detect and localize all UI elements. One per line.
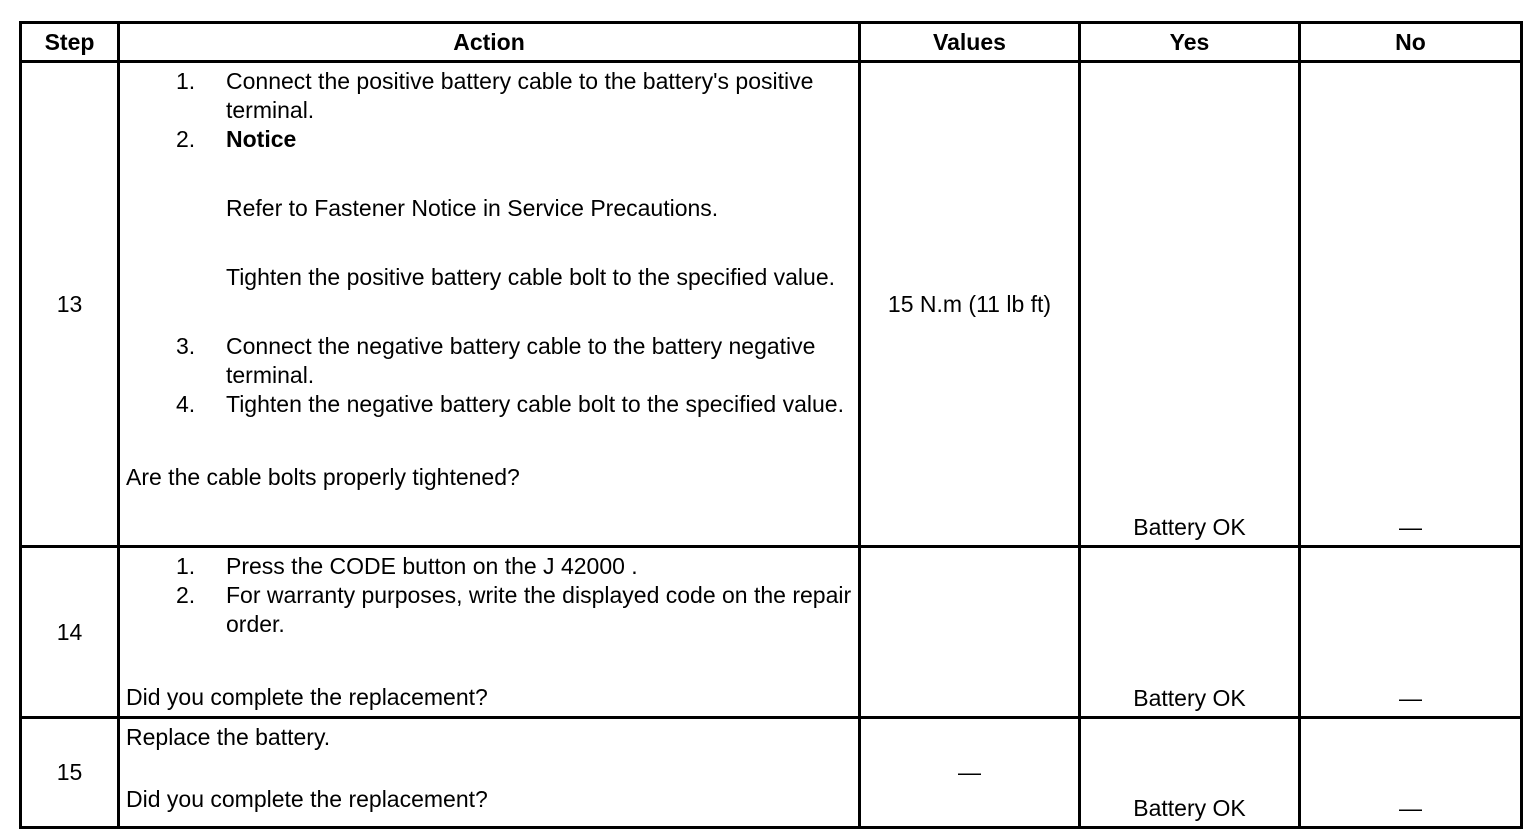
diagnostic-table — [19, 21, 1523, 829]
list-item — [126, 125, 852, 154]
action-cell — [119, 62, 860, 547]
step-number: 14 — [21, 547, 119, 718]
header-no: No — [1300, 23, 1522, 62]
list-item — [126, 552, 852, 581]
notice-heading: Notice — [226, 126, 297, 152]
list-item — [126, 332, 852, 390]
list-item-number: 1. — [176, 68, 196, 94]
no-cell: — — [1300, 62, 1522, 547]
table-row-step-15 — [21, 718, 1522, 828]
action-cell — [119, 547, 860, 718]
list-item-number: 4. — [176, 391, 196, 417]
action-list — [126, 332, 852, 419]
action-list — [126, 67, 852, 154]
values-cell — [860, 547, 1080, 718]
values-cell: 15 N.m (11 lb ft) — [860, 62, 1080, 547]
list-item-text: Connect the positive battery cable to the battery's positive terminal. — [226, 68, 814, 123]
action-text: Replace the battery. — [126, 724, 331, 750]
list-item — [126, 67, 852, 125]
yes-cell: Battery OK — [1080, 62, 1300, 547]
values-cell: — — [860, 718, 1080, 828]
spacer — [126, 752, 852, 781]
action-cell — [119, 718, 860, 828]
question-text: Did you complete the replacement? — [126, 684, 488, 710]
list-item-number: 1. — [176, 553, 196, 579]
list-item-number: 3. — [176, 333, 196, 359]
list-item — [126, 390, 852, 419]
list-item-number: 2. — [176, 582, 196, 608]
yes-cell: Battery OK — [1080, 547, 1300, 718]
no-cell: — — [1300, 718, 1522, 828]
notice-text: Refer to Fastener Notice in Service Precautions. — [226, 195, 719, 221]
list-item-text: Tighten the negative battery cable bolt to the specified value. — [226, 391, 844, 417]
header-values: Values — [860, 23, 1080, 62]
no-cell: — — [1300, 547, 1522, 718]
list-item — [126, 581, 852, 639]
question-text: Are the cable bolts properly tightened? — [126, 464, 520, 490]
list-item-text: Connect the negative battery cable to the battery negative terminal. — [226, 333, 816, 388]
spacer — [126, 154, 852, 194]
list-item-text: Press the CODE button on the J 42000 . — [226, 553, 638, 579]
spacer — [126, 223, 852, 263]
table-row-step-14 — [21, 547, 1522, 718]
header-action: Action — [119, 23, 860, 62]
header-row — [21, 23, 1522, 62]
header-step: Step — [21, 23, 119, 62]
spacer — [126, 419, 852, 459]
action-list — [126, 552, 852, 639]
step-number: 13 — [21, 62, 119, 547]
header-yes: Yes — [1080, 23, 1300, 62]
table-row-step-13 — [21, 62, 1522, 547]
yes-cell: Battery OK — [1080, 718, 1300, 828]
question-text: Did you complete the replacement? — [126, 786, 488, 812]
step-number: 15 — [21, 718, 119, 828]
spacer — [126, 292, 852, 332]
list-item-text: For warranty purposes, write the displayed code on the repair order. — [226, 582, 852, 637]
list-item-number: 2. — [176, 126, 196, 152]
notice-instruction: Tighten the positive battery cable bolt to the specified value. — [226, 264, 836, 290]
spacer — [126, 639, 852, 679]
